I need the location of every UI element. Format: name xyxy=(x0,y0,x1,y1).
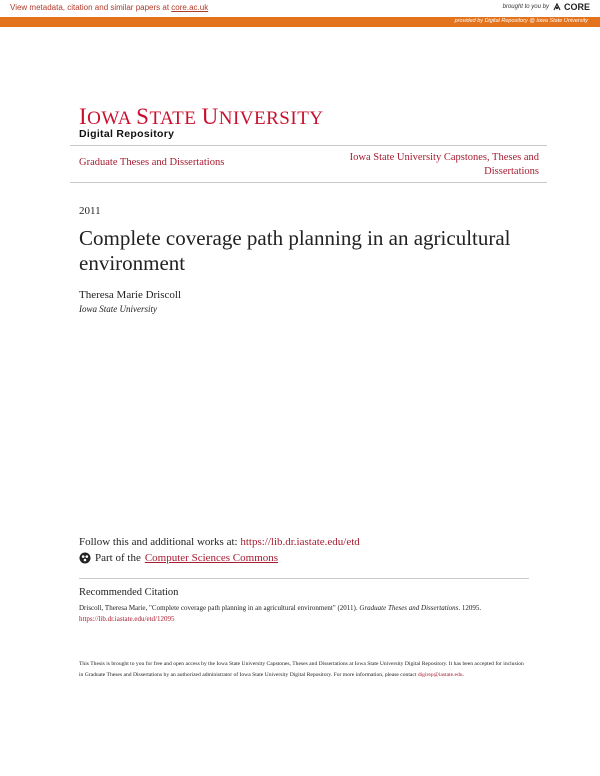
core-link[interactable]: core.ac.uk xyxy=(171,3,209,12)
digital-repository-label: Digital Repository xyxy=(79,128,175,140)
divider xyxy=(79,578,529,579)
contact-email-link[interactable]: digirep@iastate.edu xyxy=(417,671,463,678)
core-topbar xyxy=(0,0,600,17)
access-notice: This Thesis is brought to you for free and open access by the Iowa State University Capstones, Theses and Dissertations at Iowa State University Digital Repository. It has been accepted for inclusion in Graduate Theses and Dissertations by an authorized administrator of Iowa State University Digital Repository. For more information, please contact digirep@iastate.edu. xyxy=(79,661,524,678)
provider-text: provided by Digital Repository @ Iowa State University xyxy=(454,18,588,24)
university-name: IOWA STATE UNIVERSITY xyxy=(79,104,324,129)
provider-bar xyxy=(0,17,600,27)
core-metadata-text: View metadata, citation and similar papers at core.ac.uk xyxy=(10,3,209,12)
computer-sciences-commons-link[interactable]: Computer Sciences Commons xyxy=(144,552,279,564)
recommended-citation-heading: Recommended Citation xyxy=(79,587,179,598)
follow-line: Follow this and additional works at: https://lib.dr.iastate.edu/etd xyxy=(79,536,360,548)
citation-text: Driscoll, Theresa Marie, "Complete coverage path planning in an agricultural environment" (2011). Graduate Theses and Dissertations. 12095. https://lib.dr.iastate.edu/etd/12095 xyxy=(79,604,482,623)
author-affiliation: Iowa State University xyxy=(79,304,157,314)
paper-title: Complete coverage path planning in an agricultural environment xyxy=(79,226,511,275)
core-icon xyxy=(552,2,562,12)
core-logo[interactable]: CORE xyxy=(552,2,590,12)
collection-nav xyxy=(70,145,547,183)
publication-year: 2011 xyxy=(79,205,101,217)
core-brought-by: brought to you by CORE xyxy=(502,2,590,12)
etd-link[interactable]: https://lib.dr.iastate.edu/etd xyxy=(240,536,360,548)
part-of-line: Part of the Computer Sciences Commons xyxy=(79,552,278,564)
capstones-link[interactable]: Iowa State University Capstones, Theses and Dissertations xyxy=(349,152,539,177)
citation-url-link[interactable]: https://lib.dr.iastate.edu/etd/12095 xyxy=(79,614,175,623)
isu-logo xyxy=(79,104,324,140)
graduate-theses-link[interactable]: Graduate Theses and Dissertations xyxy=(79,157,225,168)
author-name: Theresa Marie Driscoll xyxy=(79,289,182,301)
network-commons-icon xyxy=(79,552,91,564)
